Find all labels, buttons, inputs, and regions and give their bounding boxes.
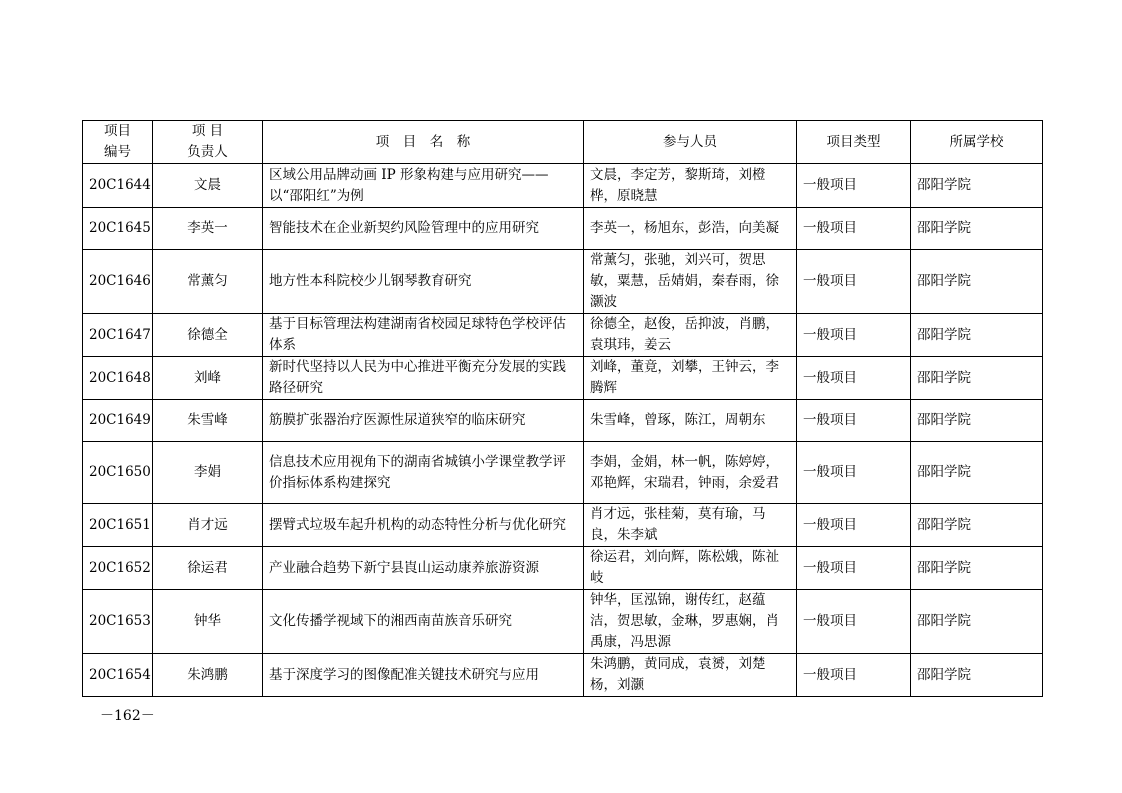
cell-leader: 文晨 bbox=[153, 164, 263, 208]
cell-project-name: 基于深度学习的图像配准关键技术研究与应用 bbox=[263, 654, 584, 697]
cell-members: 李英一，杨旭东，彭浩，向美凝 bbox=[584, 208, 797, 250]
header-members: 参与人员 bbox=[584, 121, 797, 164]
cell-project-name: 筋膜扩张器治疗医源性尿道狭窄的临床研究 bbox=[263, 400, 584, 442]
cell-project-type: 一般项目 bbox=[797, 250, 911, 314]
cell-project-name: 地方性本科院校少儿钢琴教育研究 bbox=[263, 250, 584, 314]
table-header-row bbox=[83, 121, 1043, 164]
header-leader: 项 目 负责人 bbox=[153, 121, 263, 164]
cell-members: 朱雪峰，曾琢，陈江，周朝东 bbox=[584, 400, 797, 442]
cell-school: 邵阳学院 bbox=[911, 504, 1043, 547]
cell-project-type: 一般项目 bbox=[797, 654, 911, 697]
cell-members: 常薰匀，张驰，刘兴可，贺思敏，粟慧，岳婧娟，秦春雨，徐灏波 bbox=[584, 250, 797, 314]
cell-project-id: 20C1645 bbox=[83, 208, 153, 250]
cell-project-id: 20C1644 bbox=[83, 164, 153, 208]
header-project-name: 项 目 名 称 bbox=[263, 121, 584, 164]
cell-leader: 李英一 bbox=[153, 208, 263, 250]
cell-project-type: 一般项目 bbox=[797, 164, 911, 208]
cell-project-type: 一般项目 bbox=[797, 442, 911, 504]
cell-leader: 李娟 bbox=[153, 442, 263, 504]
cell-leader: 徐德全 bbox=[153, 314, 263, 357]
cell-school: 邵阳学院 bbox=[911, 654, 1043, 697]
table-row bbox=[83, 400, 1043, 442]
cell-leader: 肖才远 bbox=[153, 504, 263, 547]
cell-members: 肖才远，张桂菊，莫有瑜，马良，朱李斌 bbox=[584, 504, 797, 547]
header-school: 所属学校 bbox=[911, 121, 1043, 164]
cell-project-id: 20C1648 bbox=[83, 357, 153, 400]
cell-project-name: 智能技术在企业新契约风险管理中的应用研究 bbox=[263, 208, 584, 250]
table-row bbox=[83, 208, 1043, 250]
cell-project-id: 20C1651 bbox=[83, 504, 153, 547]
cell-project-name: 文化传播学视域下的湘西南苗族音乐研究 bbox=[263, 590, 584, 654]
cell-members: 徐运君，刘向辉，陈松娥，陈祉岐 bbox=[584, 547, 797, 590]
table-row bbox=[83, 504, 1043, 547]
cell-members: 刘峰，董竟，刘攀，王钟云，李腾辉 bbox=[584, 357, 797, 400]
cell-project-name: 基于目标管理法构建湖南省校园足球特色学校评估体系 bbox=[263, 314, 584, 357]
cell-project-id: 20C1647 bbox=[83, 314, 153, 357]
cell-members: 文晨，李定芳，黎斯琦，刘橙桦，原晓慧 bbox=[584, 164, 797, 208]
cell-members: 朱鸿鹏，黄同成，袁赟，刘楚杨，刘灏 bbox=[584, 654, 797, 697]
cell-project-type: 一般项目 bbox=[797, 400, 911, 442]
cell-project-name: 产业融合趋势下新宁县崀山运动康养旅游资源 bbox=[263, 547, 584, 590]
cell-project-type: 一般项目 bbox=[797, 314, 911, 357]
cell-project-type: 一般项目 bbox=[797, 504, 911, 547]
table-row bbox=[83, 357, 1043, 400]
cell-leader: 钟华 bbox=[153, 590, 263, 654]
cell-project-id: 20C1654 bbox=[83, 654, 153, 697]
table-row bbox=[83, 442, 1043, 504]
cell-school: 邵阳学院 bbox=[911, 164, 1043, 208]
cell-members: 钟华，匡泓锦，谢传红，赵蕴洁，贺思敏，金琳，罗惠娴，肖禹康，冯思源 bbox=[584, 590, 797, 654]
cell-project-name: 新时代坚持以人民为中心推进平衡充分发展的实践路径研究 bbox=[263, 357, 584, 400]
project-table bbox=[82, 120, 1043, 697]
cell-leader: 刘峰 bbox=[153, 357, 263, 400]
cell-project-id: 20C1646 bbox=[83, 250, 153, 314]
cell-members: 李娟，金娟，林一帆，陈婷婷，邓艳辉，宋瑞君，钟雨，余爱君 bbox=[584, 442, 797, 504]
table-row bbox=[83, 654, 1043, 697]
cell-project-name: 摆臂式垃圾车起升机构的动态特性分析与优化研究 bbox=[263, 504, 584, 547]
table-row bbox=[83, 250, 1043, 314]
cell-leader: 常薰匀 bbox=[153, 250, 263, 314]
table-row bbox=[83, 314, 1043, 357]
cell-school: 邵阳学院 bbox=[911, 590, 1043, 654]
page-number: －162－ bbox=[100, 708, 155, 724]
cell-school: 邵阳学院 bbox=[911, 357, 1043, 400]
cell-project-type: 一般项目 bbox=[797, 547, 911, 590]
cell-project-id: 20C1652 bbox=[83, 547, 153, 590]
cell-project-type: 一般项目 bbox=[797, 590, 911, 654]
cell-leader: 朱鸿鹏 bbox=[153, 654, 263, 697]
cell-project-type: 一般项目 bbox=[797, 357, 911, 400]
cell-school: 邵阳学院 bbox=[911, 442, 1043, 504]
cell-school: 邵阳学院 bbox=[911, 547, 1043, 590]
cell-school: 邵阳学院 bbox=[911, 208, 1043, 250]
cell-project-id: 20C1653 bbox=[83, 590, 153, 654]
table-row bbox=[83, 547, 1043, 590]
cell-leader: 徐运君 bbox=[153, 547, 263, 590]
table-row bbox=[83, 164, 1043, 208]
cell-school: 邵阳学院 bbox=[911, 250, 1043, 314]
cell-project-id: 20C1649 bbox=[83, 400, 153, 442]
cell-leader: 朱雪峰 bbox=[153, 400, 263, 442]
cell-school: 邵阳学院 bbox=[911, 400, 1043, 442]
cell-school: 邵阳学院 bbox=[911, 314, 1043, 357]
header-project-id: 项目 编号 bbox=[83, 121, 153, 164]
cell-project-type: 一般项目 bbox=[797, 208, 911, 250]
cell-members: 徐德全，赵俊，岳抑波，肖鹏，袁琪玮，姜云 bbox=[584, 314, 797, 357]
table-row bbox=[83, 590, 1043, 654]
cell-project-name: 信息技术应用视角下的湖南省城镇小学课堂教学评价指标体系构建探究 bbox=[263, 442, 584, 504]
cell-project-name: 区域公用品牌动画 IP 形象构建与应用研究——以“邵阳红”为例 bbox=[263, 164, 584, 208]
header-project-type: 项目类型 bbox=[797, 121, 911, 164]
cell-project-id: 20C1650 bbox=[83, 442, 153, 504]
